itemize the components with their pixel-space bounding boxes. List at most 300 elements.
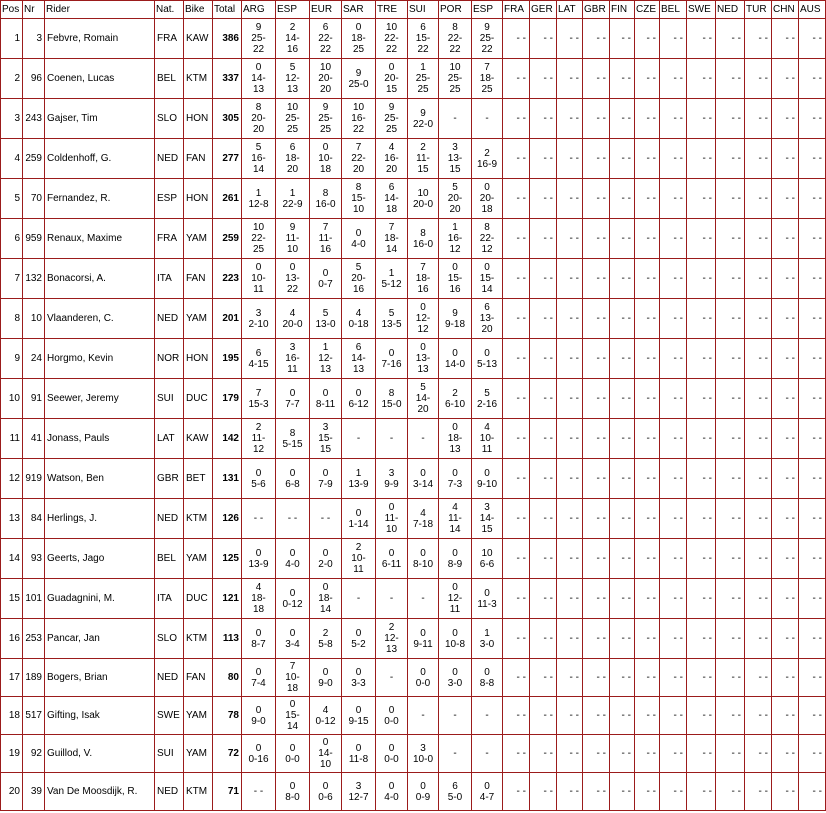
result-line: 25-0 <box>348 78 369 90</box>
future-race-cell: - - <box>716 697 745 735</box>
race-result-cell <box>310 499 342 539</box>
future-race-cell: - - <box>610 59 635 99</box>
future-race-cell: - - <box>745 339 772 379</box>
race-result-cell <box>276 459 310 499</box>
result-line: 3-3 <box>351 677 366 689</box>
result-line: 0-0 <box>415 677 431 689</box>
result-line: 16- <box>285 353 300 364</box>
result-line: 15 <box>449 164 461 175</box>
future-race-cell: - - <box>503 339 530 379</box>
nation-cell: NED <box>155 139 184 179</box>
race-result-cell <box>242 499 276 539</box>
result-line: 7 <box>484 62 490 73</box>
future-race-cell: - - <box>745 659 772 697</box>
race-result-cell <box>310 459 342 499</box>
rider-name-cell: Coldenhoff, G. <box>45 139 155 179</box>
result-line: 5 <box>420 382 426 393</box>
result-line: 0 <box>355 704 362 716</box>
race-result-cell <box>242 773 276 811</box>
race-result-cell <box>376 99 408 139</box>
race-result-cell <box>310 735 342 773</box>
result-line: 20- <box>318 73 333 84</box>
result-line: 5-15 <box>282 438 303 450</box>
nation-cell: SWE <box>155 697 184 735</box>
future-race-cell: - - <box>610 735 635 773</box>
future-race-cell: - - <box>799 579 826 619</box>
future-race-cell: - - <box>583 339 610 379</box>
race-result-cell <box>439 219 472 259</box>
position-cell: 1 <box>1 19 23 59</box>
result-line: 5 <box>452 182 458 193</box>
race-result-cell <box>408 219 439 259</box>
future-race-cell: - - <box>530 59 557 99</box>
result-line: 11-3 <box>477 598 497 610</box>
future-race-cell: - - <box>503 139 530 179</box>
total-points-cell: 386 <box>213 19 242 59</box>
race-result-cell <box>342 59 376 99</box>
future-race-cell: - - <box>635 179 660 219</box>
future-race-cell: - - <box>635 419 660 459</box>
future-race-cell: - - <box>687 619 716 659</box>
race-result-cell <box>376 499 408 539</box>
result-line: 9 <box>484 22 490 33</box>
standings-body <box>1 19 826 811</box>
result-line: 13- <box>479 313 495 324</box>
result-line: 3 <box>355 780 362 792</box>
result-line: 0 <box>355 387 362 399</box>
result-line: 25- <box>251 33 266 44</box>
result-line: 11- <box>448 513 462 524</box>
race-result-cell <box>310 299 342 339</box>
result-line: 20 <box>481 324 493 335</box>
result-line: 25 <box>481 84 493 95</box>
result-line: 15 <box>481 524 493 535</box>
nation-cell: ITA <box>155 259 184 299</box>
nation-cell: FRA <box>155 19 184 59</box>
future-race-cell: - - <box>610 579 635 619</box>
future-race-cell: - - <box>716 499 745 539</box>
future-race-cell: - - <box>687 379 716 419</box>
future-race-cell: - - <box>530 99 557 139</box>
future-race-cell: - - <box>660 59 687 99</box>
race-result-cell <box>242 59 276 99</box>
nation-cell: ITA <box>155 579 184 619</box>
result-line: 4 <box>420 507 426 519</box>
result-line: 12 <box>449 244 461 255</box>
bike-cell: YAM <box>184 299 213 339</box>
result-line: - <box>389 593 394 604</box>
result-line: 16-9 <box>476 158 497 170</box>
result-line: 9-18 <box>444 318 465 330</box>
result-line: 4-0 <box>351 238 366 250</box>
future-race-cell: - - <box>745 619 772 659</box>
future-race-cell: - - <box>745 499 772 539</box>
race-result-cell <box>310 419 342 459</box>
result-line: - - <box>253 513 264 524</box>
future-race-cell: - - <box>716 579 745 619</box>
future-race-cell: - - <box>687 697 716 735</box>
position-cell: 20 <box>1 773 23 811</box>
result-line: 3 <box>255 307 262 319</box>
result-line: 22 <box>385 44 398 55</box>
future-race-cell: - - <box>745 579 772 619</box>
future-race-cell: - - <box>503 19 530 59</box>
column-header: Total <box>213 1 242 19</box>
result-line: 14-0 <box>444 358 465 370</box>
result-line: 0 <box>289 547 296 559</box>
number-cell: 101 <box>23 579 45 619</box>
race-result-cell <box>276 339 310 379</box>
future-race-cell: - - <box>687 99 716 139</box>
result-line: 6 <box>452 780 458 792</box>
result-line: 13- <box>447 153 463 164</box>
future-race-cell: - - <box>610 179 635 219</box>
race-result-cell <box>376 59 408 99</box>
future-race-cell: - - <box>745 299 772 339</box>
result-line: 16- <box>351 113 366 124</box>
result-line: 8-0 <box>285 791 300 803</box>
result-line: 0 <box>420 302 426 313</box>
result-line: 6 <box>289 142 296 153</box>
race-result-cell <box>408 697 439 735</box>
result-line: 4 <box>255 582 262 593</box>
future-race-cell: - - <box>716 379 745 419</box>
table-row <box>1 379 826 419</box>
future-race-cell: - - <box>503 459 530 499</box>
future-race-cell: - - <box>530 579 557 619</box>
result-line: 22-9 <box>282 198 303 210</box>
future-race-cell: - - <box>503 735 530 773</box>
race-result-cell <box>276 499 310 539</box>
future-race-cell: - - <box>687 419 716 459</box>
position-cell: 15 <box>1 579 23 619</box>
race-result-cell <box>342 539 376 579</box>
race-result-cell <box>408 773 439 811</box>
race-result-cell <box>472 379 503 419</box>
future-race-cell: - - <box>503 379 530 419</box>
result-line: 10 <box>252 222 265 233</box>
result-line: 0-7 <box>318 278 333 290</box>
future-race-cell: - - <box>772 419 799 459</box>
race-result-cell <box>408 339 439 379</box>
result-line: 5-8 <box>318 638 333 650</box>
race-result-cell <box>472 339 503 379</box>
future-race-cell: - - <box>583 619 610 659</box>
result-line: 7-7 <box>285 398 300 410</box>
race-result-cell <box>439 19 472 59</box>
result-line: 10 <box>481 547 493 559</box>
result-line: 0 <box>355 742 362 754</box>
result-line: 0-12 <box>282 598 303 610</box>
future-race-cell: - - <box>583 139 610 179</box>
race-result-cell <box>439 139 472 179</box>
race-result-cell <box>376 339 408 379</box>
result-line: 3 <box>420 742 426 754</box>
result-line: 10- <box>318 153 333 164</box>
race-result-cell <box>276 99 310 139</box>
result-line: 0 <box>289 780 296 792</box>
race-result-cell <box>376 179 408 219</box>
future-race-cell: - - <box>635 99 660 139</box>
future-race-cell: - - <box>660 339 687 379</box>
result-line: - <box>453 113 457 124</box>
table-row <box>1 179 826 219</box>
result-line: 0 <box>388 780 395 792</box>
future-race-cell: - - <box>557 659 583 697</box>
future-race-cell: - - <box>583 259 610 299</box>
race-result-cell <box>472 773 503 811</box>
future-race-cell: - - <box>635 219 660 259</box>
result-line: 13 <box>319 364 332 375</box>
future-race-cell: - - <box>557 299 583 339</box>
table-row <box>1 299 826 339</box>
result-line: 20 <box>319 84 332 95</box>
result-line: 5-2 <box>351 638 366 650</box>
result-line: 9 <box>452 307 458 319</box>
rider-name-cell: Seewer, Jeremy <box>45 379 155 419</box>
race-result-cell <box>439 299 472 339</box>
future-race-cell: - - <box>557 539 583 579</box>
bike-cell: FAN <box>184 259 213 299</box>
column-header: FRA <box>503 1 530 19</box>
future-race-cell: - - <box>530 179 557 219</box>
future-race-cell: - - <box>503 179 530 219</box>
future-race-cell: - - <box>503 619 530 659</box>
future-race-cell: - - <box>745 459 772 499</box>
race-result-cell <box>376 299 408 339</box>
future-race-cell: - - <box>660 299 687 339</box>
future-race-cell: - - <box>610 659 635 697</box>
total-points-cell: 261 <box>213 179 242 219</box>
result-line: 10 <box>385 524 398 535</box>
race-result-cell <box>472 697 503 735</box>
race-result-cell <box>472 139 503 179</box>
future-race-cell: - - <box>503 419 530 459</box>
number-cell: 959 <box>23 219 45 259</box>
race-result-cell <box>408 299 439 339</box>
result-line: 15- <box>479 273 495 284</box>
result-line: 14- <box>384 193 399 204</box>
table-row <box>1 773 826 811</box>
future-race-cell: - - <box>772 259 799 299</box>
future-race-cell: - - <box>583 659 610 697</box>
race-result-cell <box>276 539 310 579</box>
race-result-cell <box>242 619 276 659</box>
position-cell: 18 <box>1 697 23 735</box>
position-cell: 10 <box>1 379 23 419</box>
race-result-cell <box>408 579 439 619</box>
result-line: 14- <box>251 73 266 84</box>
future-race-cell: - - <box>557 179 583 219</box>
column-header: ESP <box>276 1 310 19</box>
result-line: 18- <box>251 593 266 604</box>
race-result-cell <box>408 59 439 99</box>
result-line: 14 <box>319 604 332 615</box>
result-line: 5-12 <box>381 278 402 290</box>
nation-cell: NOR <box>155 339 184 379</box>
race-result-cell <box>310 99 342 139</box>
column-header: Nat. <box>155 1 184 19</box>
total-points-cell: 125 <box>213 539 242 579</box>
race-result-cell <box>276 299 310 339</box>
race-result-cell <box>310 59 342 99</box>
table-row <box>1 99 826 139</box>
result-line: 25 <box>352 44 365 55</box>
nation-cell: BEL <box>155 539 184 579</box>
rider-name-cell: Vlaanderen, C. <box>45 299 155 339</box>
column-header: GER <box>530 1 557 19</box>
total-points-cell: 305 <box>213 99 242 139</box>
result-line: 13 <box>352 364 365 375</box>
result-line: 14- <box>285 33 300 44</box>
number-cell: 93 <box>23 539 45 579</box>
result-line: 12- <box>318 353 333 364</box>
future-race-cell: - - <box>799 19 826 59</box>
result-line: 3 <box>289 342 296 353</box>
future-race-cell: - - <box>610 99 635 139</box>
total-points-cell: 126 <box>213 499 242 539</box>
future-race-cell: - - <box>799 735 826 773</box>
table-row <box>1 339 826 379</box>
future-race-cell: - - <box>503 219 530 259</box>
column-header: AUS <box>799 1 826 19</box>
race-result-cell <box>472 539 503 579</box>
result-line: 0 <box>420 342 426 353</box>
race-result-cell <box>376 659 408 697</box>
result-line: 2 <box>255 422 262 433</box>
result-line: 0 <box>255 627 262 639</box>
total-points-cell: 131 <box>213 459 242 499</box>
future-race-cell: - - <box>557 19 583 59</box>
result-line: 16-0 <box>315 198 336 210</box>
result-line: 22- <box>251 233 266 244</box>
race-result-cell <box>376 419 408 459</box>
result-line: 0 <box>484 182 490 193</box>
result-line: 18- <box>285 153 300 164</box>
rider-name-cell: Pancar, Jan <box>45 619 155 659</box>
result-line: - <box>421 710 425 721</box>
number-cell: 91 <box>23 379 45 419</box>
result-line: 7 <box>388 222 395 233</box>
race-result-cell <box>276 179 310 219</box>
bike-cell: BET <box>184 459 213 499</box>
future-race-cell: - - <box>687 539 716 579</box>
result-line: 9 <box>289 222 296 233</box>
result-line: 0 <box>289 627 296 639</box>
result-line: 3 <box>322 422 329 433</box>
race-result-cell <box>439 579 472 619</box>
future-race-cell: - - <box>799 139 826 179</box>
future-race-cell: - - <box>660 419 687 459</box>
result-line: 20- <box>251 113 266 124</box>
result-line: 12 <box>252 444 265 455</box>
race-result-cell <box>342 219 376 259</box>
result-line: 25 <box>417 84 429 95</box>
result-line: 2 <box>355 542 362 553</box>
future-race-cell: - - <box>799 219 826 259</box>
result-line: 0 <box>322 467 329 479</box>
future-race-cell: - - <box>610 419 635 459</box>
result-line: 14- <box>351 353 366 364</box>
future-race-cell: - - <box>610 339 635 379</box>
position-cell: 3 <box>1 99 23 139</box>
future-race-cell: - - <box>635 539 660 579</box>
race-result-cell <box>439 379 472 419</box>
result-line: 0 <box>388 502 395 513</box>
result-line: 10 <box>449 62 461 73</box>
table-row <box>1 619 826 659</box>
future-race-cell: - - <box>660 539 687 579</box>
race-result-cell <box>439 459 472 499</box>
result-line: 4 <box>452 502 458 513</box>
future-race-cell: - - <box>687 735 716 773</box>
result-line: - <box>485 113 489 124</box>
future-race-cell: - - <box>772 379 799 419</box>
result-line: 20 <box>449 204 461 215</box>
column-header: NED <box>716 1 745 19</box>
result-line: 9 <box>355 67 362 79</box>
race-result-cell <box>472 659 503 697</box>
result-line: 22 <box>286 284 299 295</box>
result-line: 0 <box>322 267 329 279</box>
future-race-cell: - - <box>635 339 660 379</box>
result-line: 18- <box>447 433 463 444</box>
race-result-cell <box>242 659 276 697</box>
race-result-cell <box>276 59 310 99</box>
nation-cell: NED <box>155 499 184 539</box>
race-result-cell <box>472 579 503 619</box>
table-row <box>1 499 826 539</box>
race-result-cell <box>242 139 276 179</box>
future-race-cell: - - <box>772 99 799 139</box>
result-line: 16 <box>449 284 461 295</box>
rider-name-cell: Bogers, Brian <box>45 659 155 697</box>
result-line: 10- <box>479 433 495 444</box>
result-line: - - <box>320 513 331 524</box>
future-race-cell: - - <box>583 735 610 773</box>
nation-cell: NED <box>155 299 184 339</box>
rider-name-cell: Renaux, Maxime <box>45 219 155 259</box>
race-result-cell <box>408 539 439 579</box>
future-race-cell: - - <box>772 539 799 579</box>
race-result-cell <box>439 499 472 539</box>
future-race-cell: - - <box>530 299 557 339</box>
race-result-cell <box>439 99 472 139</box>
result-line: 12 <box>481 244 493 255</box>
result-line: 22 <box>252 44 265 55</box>
future-race-cell: - - <box>687 459 716 499</box>
future-race-cell: - - <box>635 259 660 299</box>
result-line: 8 <box>255 102 262 113</box>
future-race-cell: - - <box>503 59 530 99</box>
future-race-cell: - - <box>716 735 745 773</box>
result-line: 3-14 <box>412 478 433 490</box>
result-line: 8-8 <box>479 677 495 689</box>
race-result-cell <box>376 697 408 735</box>
result-line: 9-9 <box>384 478 399 490</box>
result-line: 0 <box>322 142 329 153</box>
position-cell: 5 <box>1 179 23 219</box>
race-result-cell <box>242 339 276 379</box>
future-race-cell: - - <box>557 99 583 139</box>
result-line: 0 <box>355 22 362 33</box>
result-line: 0-0 <box>285 753 300 765</box>
race-result-cell <box>276 419 310 459</box>
result-line: 5 <box>289 62 296 73</box>
bike-cell: KTM <box>184 499 213 539</box>
future-race-cell: - - <box>660 579 687 619</box>
result-line: 10- <box>285 672 300 683</box>
